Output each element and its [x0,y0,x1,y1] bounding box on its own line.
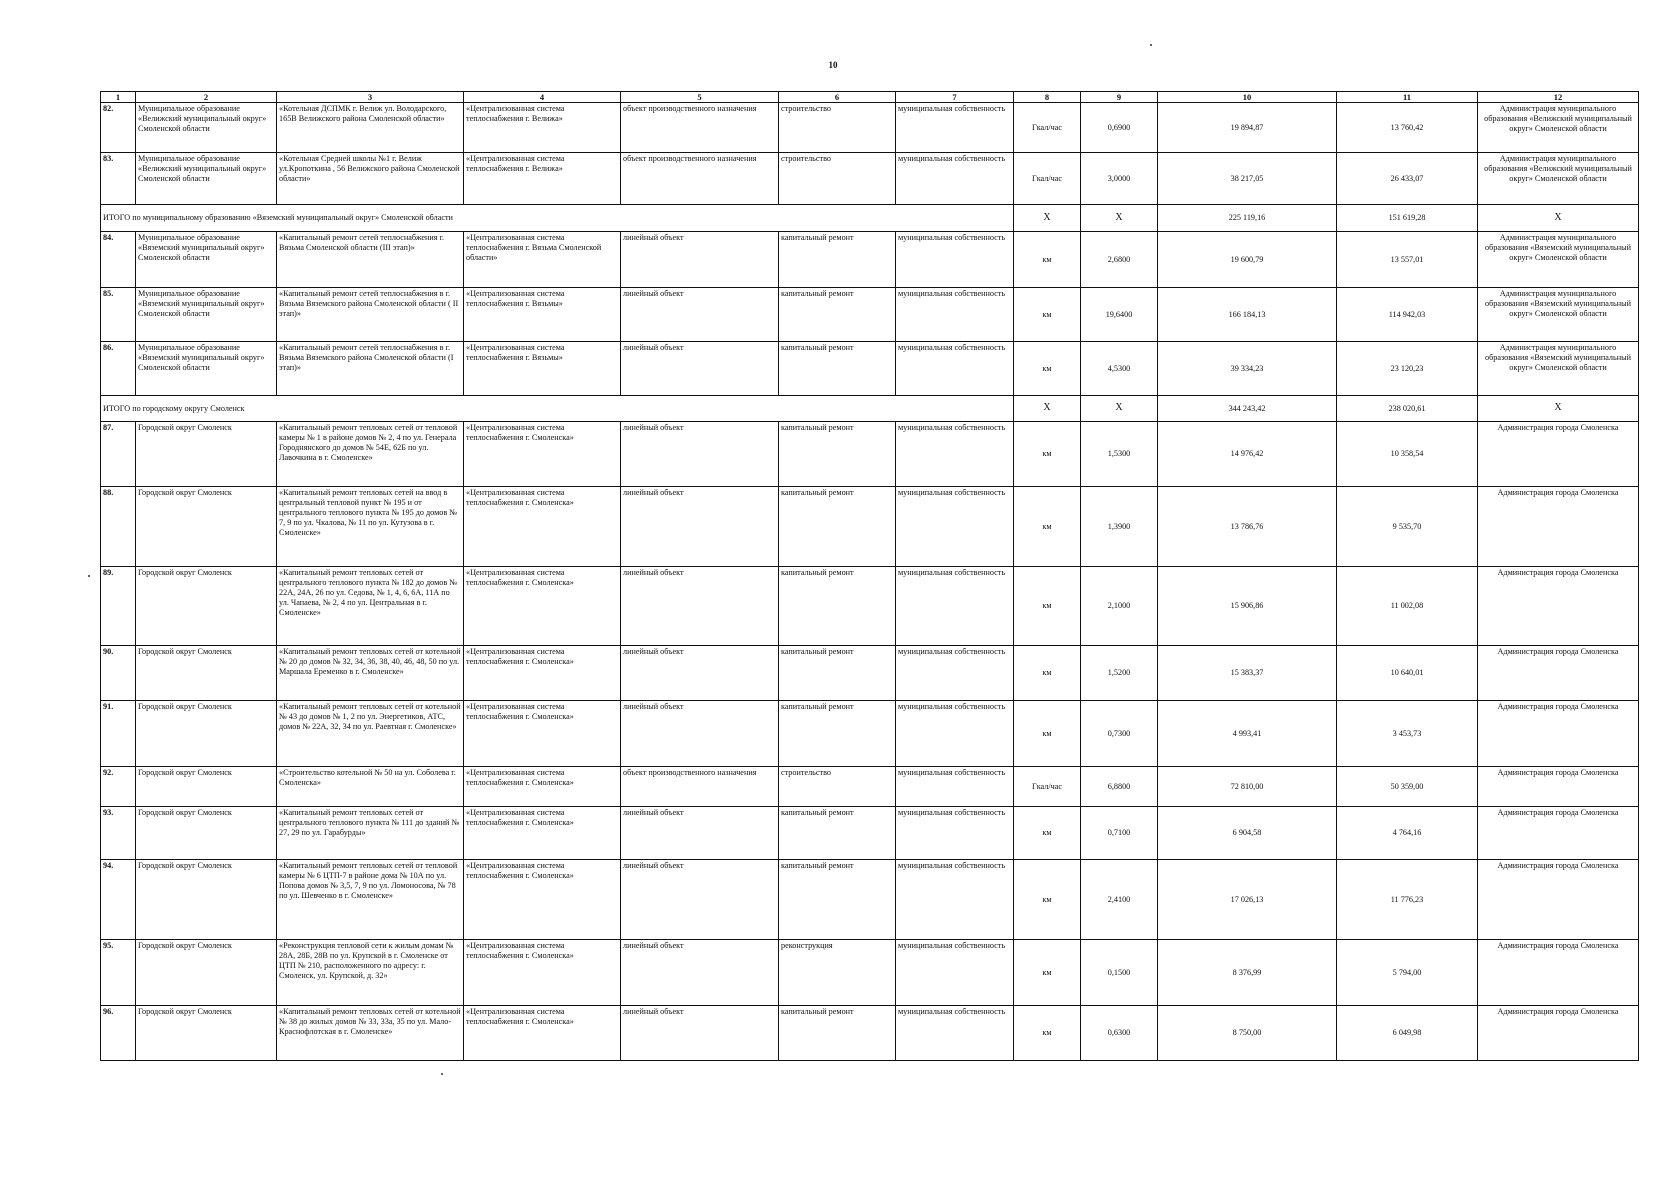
work-type-cell: строительство [779,153,896,205]
administration-cell: Администрация муниципального образования «Велижский муниципальный округ» Смоленской области [1478,103,1639,153]
heat-system-cell: «Централизованная система теплоснабжения г. Смоленска» [464,487,621,567]
cost-part-cell: 151 619,28 [1337,205,1478,232]
scan-speck [441,1073,443,1075]
unit-cell: км [1014,940,1081,1006]
column-number: 9 [1081,92,1158,103]
row-number: 87. [101,422,136,487]
table-row [101,860,1639,940]
column-number: 4 [464,92,621,103]
work-type-cell: реконструкция [779,940,896,1006]
work-type-cell: капитальный ремонт [779,860,896,940]
cost-total-cell: 8 376,99 [1158,940,1337,1006]
unit-cell: км [1014,1006,1081,1061]
municipality-cell: Городской округ Смоленск [136,860,277,940]
ownership-cell: муниципальная собственность [896,232,1014,288]
object-name-cell: «Капитальный ремонт сетей теплоснабжения в г. Вязьма Вяземского района Смоленской области ( II этап)» [277,288,464,342]
total-label: ИТОГО по городскому округу Смоленск [101,396,1014,422]
municipality-cell: Городской округ Смоленск [136,701,277,767]
cost-total-cell: 344 243,42 [1158,396,1337,422]
object-name-cell: «Капитальный ремонт тепловых сетей от центрального теплового пункта № 111 до зданий № 27, 29 по ул. Гарабурды» [277,807,464,860]
cost-total-cell: 14 976,42 [1158,422,1337,487]
unit-cell: км [1014,701,1081,767]
cost-total-cell: 8 750,00 [1158,1006,1337,1061]
quantity-cell: 1,3900 [1081,487,1158,567]
cost-part-cell: 10 358,54 [1337,422,1478,487]
ownership-cell: муниципальная собственность [896,342,1014,396]
administration-cell: Администрация города Смоленска [1478,487,1639,567]
cost-total-cell: 38 217,05 [1158,153,1337,205]
column-number: 2 [136,92,277,103]
work-type-cell: строительство [779,103,896,153]
object-name-cell: «Реконструкция тепловой сети к жилым домам № 28А, 28Б, 28В по ул. Крупской в г. Смоленске от ЦТП № 210, расположенного по адресу: г. Смоленск, ул. Крупской, д. 32» [277,940,464,1006]
heat-system-cell: «Централизованная система теплоснабжения г. Смоленска» [464,940,621,1006]
object-type-cell: линейный объект [621,940,779,1006]
unit-cell: км [1014,646,1081,701]
municipality-cell: Муниципальное образование «Вяземский муниципальный округ» Смоленской области [136,288,277,342]
quantity-cell: Х [1081,205,1158,232]
municipality-cell: Городской округ Смоленск [136,646,277,701]
municipality-cell: Городской округ Смоленск [136,940,277,1006]
heat-system-cell: «Централизованная система теплоснабжения г. Смоленска» [464,422,621,487]
unit-cell: Гкал/час [1014,153,1081,205]
heat-system-cell: «Централизованная система теплоснабжения г. Вязьма Смоленской области» [464,232,621,288]
object-name-cell: «Капитальный ремонт тепловых сетей от тепловой камеры № 1 в районе домов № 2, 4 по ул. Генерала Городнянского до домов № 54Е, 62Б по ул. Лавочкина в г. Смоленске» [277,422,464,487]
heat-system-cell: «Централизованная система теплоснабжения г. Смоленска» [464,860,621,940]
column-number: 3 [277,92,464,103]
unit-cell: Х [1014,396,1081,422]
work-type-cell: капитальный ремонт [779,232,896,288]
cost-part-cell: 10 640,01 [1337,646,1478,701]
municipality-cell: Муниципальное образование «Велижский муниципальный округ» Смоленской области [136,103,277,153]
administration-cell: Администрация города Смоленска [1478,767,1639,807]
ownership-cell: муниципальная собственность [896,567,1014,646]
table-row [101,422,1639,487]
municipality-cell: Городской округ Смоленск [136,567,277,646]
page-number: 10 [828,60,838,70]
object-name-cell: «Капитальный ремонт тепловых сетей от тепловой камеры № 6 ЦТП-7 в районе дома № 10А по ул. Попова домов № 3,5, 7, 9 по ул. Ломоносова, № 78 по ул. Шевченко в г. Смоленске» [277,860,464,940]
quantity-cell: 0,6900 [1081,103,1158,153]
heat-system-cell: «Централизованная система теплоснабжения г. Смоленска» [464,701,621,767]
cost-total-cell: 19 894,87 [1158,103,1337,153]
work-type-cell: капитальный ремонт [779,288,896,342]
column-number: 7 [896,92,1014,103]
heat-system-cell: «Централизованная система теплоснабжения г. Велижа» [464,153,621,205]
investment-program-table [100,91,1639,1061]
table-row [101,232,1639,288]
object-name-cell: «Строительство котельной № 50 на ул. Соболева г. Смоленска» [277,767,464,807]
object-name-cell: «Капитальный ремонт тепловых сетей на ввод в центральный тепловой пункт № 195 и от центрального теплового пункта № 195 до домов № 7, 9 по ул. Чкалова, № 11 по ул. Кутузова в г. Смоленске» [277,487,464,567]
cost-total-cell: 166 184,13 [1158,288,1337,342]
heat-system-cell: «Централизованная система теплоснабжения г. Велижа» [464,103,621,153]
administration-cell: Администрация муниципального образования «Вяземский муниципальный округ» Смоленской области [1478,342,1639,396]
cost-total-cell: 4 993,41 [1158,701,1337,767]
administration-cell: Администрация города Смоленска [1478,422,1639,487]
object-name-cell: «Котельная ДСПМК г. Велиж ул. Володарского, 165В Велижского района Смоленской области» [277,103,464,153]
cost-part-cell: 5 794,00 [1337,940,1478,1006]
row-number: 86. [101,342,136,396]
administration-cell: Администрация города Смоленска [1478,860,1639,940]
column-number: 12 [1478,92,1639,103]
cost-part-cell: 26 433,07 [1337,153,1478,205]
unit-cell: км [1014,567,1081,646]
object-type-cell: линейный объект [621,807,779,860]
administration-cell: Х [1478,396,1639,422]
cost-total-cell: 15 383,37 [1158,646,1337,701]
column-number: 11 [1337,92,1478,103]
unit-cell: км [1014,232,1081,288]
object-type-cell: объект производственного назначения [621,103,779,153]
quantity-cell: 19,6400 [1081,288,1158,342]
row-number: 88. [101,487,136,567]
ownership-cell: муниципальная собственность [896,807,1014,860]
total-row [101,205,1639,232]
cost-part-cell: 3 453,73 [1337,701,1478,767]
table-row [101,567,1639,646]
unit-cell: Гкал/час [1014,767,1081,807]
administration-cell: Администрация муниципального образования «Вяземский муниципальный округ» Смоленской области [1478,232,1639,288]
row-number: 92. [101,767,136,807]
heat-system-cell: «Централизованная система теплоснабжения г. Смоленска» [464,1006,621,1061]
row-number: 95. [101,940,136,1006]
administration-cell: Администрация города Смоленска [1478,1006,1639,1061]
object-type-cell: линейный объект [621,288,779,342]
cost-total-cell: 13 786,76 [1158,487,1337,567]
cost-part-cell: 238 020,61 [1337,396,1478,422]
row-number: 94. [101,860,136,940]
table-row [101,767,1639,807]
object-type-cell: линейный объект [621,232,779,288]
cost-total-cell: 15 906,86 [1158,567,1337,646]
unit-cell: км [1014,487,1081,567]
row-number: 91. [101,701,136,767]
object-type-cell: линейный объект [621,701,779,767]
column-number-row [101,92,1639,103]
object-name-cell: «Капитальный ремонт тепловых сетей от котельной № 20 до домов № 32, 34, 36, 38, 40, 46, 48, 50 по ул. Маршала Еременко в г. Смоленске» [277,646,464,701]
object-name-cell: «Капитальный ремонт сетей теплоснабжения г. Вязьма Смоленской области (III этап)» [277,232,464,288]
cost-part-cell: 11 002,08 [1337,567,1478,646]
municipality-cell: Городской округ Смоленск [136,487,277,567]
cost-total-cell: 19 600,79 [1158,232,1337,288]
total-label: ИТОГО по муниципальному образованию «Вяземский муниципальный округ» Смоленской области [101,205,1014,232]
object-type-cell: линейный объект [621,1006,779,1061]
object-type-cell: линейный объект [621,567,779,646]
table-row [101,342,1639,396]
municipality-cell: Муниципальное образование «Вяземский муниципальный округ» Смоленской области [136,342,277,396]
object-name-cell: «Капитальный ремонт тепловых сетей от котельной № 43 до домов № 1, 2 по ул. Энергетиков, АТС, домов № 22А, 32, 34 по ул. Раевтная г. Смоленске» [277,701,464,767]
table-row [101,646,1639,701]
quantity-cell: Х [1081,396,1158,422]
cost-part-cell: 4 764,16 [1337,807,1478,860]
unit-cell: км [1014,422,1081,487]
work-type-cell: капитальный ремонт [779,1006,896,1061]
row-number: 83. [101,153,136,205]
object-type-cell: линейный объект [621,487,779,567]
row-number: 89. [101,567,136,646]
column-number: 6 [779,92,896,103]
administration-cell: Администрация города Смоленска [1478,807,1639,860]
row-number: 96. [101,1006,136,1061]
total-row [101,396,1639,422]
object-type-cell: линейный объект [621,422,779,487]
unit-cell: км [1014,342,1081,396]
ownership-cell: муниципальная собственность [896,487,1014,567]
work-type-cell: строительство [779,767,896,807]
work-type-cell: капитальный ремонт [779,567,896,646]
ownership-cell: муниципальная собственность [896,103,1014,153]
column-number: 5 [621,92,779,103]
cost-part-cell: 114 942,03 [1337,288,1478,342]
quantity-cell: 0,7300 [1081,701,1158,767]
object-type-cell: линейный объект [621,860,779,940]
object-type-cell: линейный объект [621,646,779,701]
administration-cell: Администрация города Смоленска [1478,646,1639,701]
unit-cell: км [1014,807,1081,860]
unit-cell: Гкал/час [1014,103,1081,153]
heat-system-cell: «Централизованная система теплоснабжения г. Смоленска» [464,807,621,860]
quantity-cell: 2,1000 [1081,567,1158,646]
work-type-cell: капитальный ремонт [779,807,896,860]
municipality-cell: Городской округ Смоленск [136,767,277,807]
quantity-cell: 4,5300 [1081,342,1158,396]
quantity-cell: 0,6300 [1081,1006,1158,1061]
work-type-cell: капитальный ремонт [779,701,896,767]
object-type-cell: линейный объект [621,342,779,396]
column-number: 10 [1158,92,1337,103]
cost-total-cell: 225 119,16 [1158,205,1337,232]
table-row [101,807,1639,860]
object-name-cell: «Капитальный ремонт тепловых сетей от котельной № 38 до жилых домов № 33, 33а, 35 по ул. Мало-Краснофлотская в г. Смоленске» [277,1006,464,1061]
heat-system-cell: «Централизованная система теплоснабжения г. Смоленска» [464,767,621,807]
administration-cell: Администрация города Смоленска [1478,940,1639,1006]
unit-cell: Х [1014,205,1081,232]
unit-cell: км [1014,288,1081,342]
table-row [101,487,1639,567]
row-number: 93. [101,807,136,860]
heat-system-cell: «Централизованная система теплоснабжения г. Вязьмы» [464,288,621,342]
scan-speck [1150,44,1152,46]
ownership-cell: муниципальная собственность [896,646,1014,701]
table-row [101,701,1639,767]
ownership-cell: муниципальная собственность [896,422,1014,487]
municipality-cell: Городской округ Смоленск [136,422,277,487]
cost-part-cell: 11 776,23 [1337,860,1478,940]
heat-system-cell: «Централизованная система теплоснабжения г. Смоленска» [464,567,621,646]
heat-system-cell: «Централизованная система теплоснабжения г. Смоленска» [464,646,621,701]
quantity-cell: 2,4100 [1081,860,1158,940]
cost-part-cell: 9 535,70 [1337,487,1478,567]
municipality-cell: Городской округ Смоленск [136,807,277,860]
ownership-cell: муниципальная собственность [896,288,1014,342]
object-name-cell: «Капитальный ремонт тепловых сетей от центрального теплового пункта № 182 до домов № 22А, 24А, 26 по ул. Седова, № 1, 4, 6, 6А, 11А по ул. Чапаева, № 2, 4 по ул. Центральная в г. Смоленске» [277,567,464,646]
quantity-cell: 6,8800 [1081,767,1158,807]
table-row [101,940,1639,1006]
unit-cell: км [1014,860,1081,940]
quantity-cell: 2,6800 [1081,232,1158,288]
ownership-cell: муниципальная собственность [896,767,1014,807]
quantity-cell: 1,5300 [1081,422,1158,487]
work-type-cell: капитальный ремонт [779,646,896,701]
table-row [101,103,1639,153]
table-row [101,1006,1639,1061]
administration-cell: Администрация города Смоленска [1478,701,1639,767]
ownership-cell: муниципальная собственность [896,701,1014,767]
cost-part-cell: 13 760,42 [1337,103,1478,153]
object-name-cell: «Котельная Средней школы №1 г. Велиж ул.Кропоткина , 56 Велижского района Смоленской области» [277,153,464,205]
work-type-cell: капитальный ремонт [779,487,896,567]
cost-part-cell: 6 049,98 [1337,1006,1478,1061]
ownership-cell: муниципальная собственность [896,860,1014,940]
municipality-cell: Городской округ Смоленск [136,1006,277,1061]
row-number: 82. [101,103,136,153]
heat-system-cell: «Централизованная система теплоснабжения г. Вязьмы» [464,342,621,396]
work-type-cell: капитальный ремонт [779,422,896,487]
table-row [101,288,1639,342]
object-name-cell: «Капитальный ремонт сетей теплоснабжения в г. Вязьма Вяземского района Смоленской области (I этап)» [277,342,464,396]
ownership-cell: муниципальная собственность [896,153,1014,205]
work-type-cell: капитальный ремонт [779,342,896,396]
object-type-cell: объект производственного назначения [621,767,779,807]
column-number: 8 [1014,92,1081,103]
administration-cell: Х [1478,205,1639,232]
quantity-cell: 0,1500 [1081,940,1158,1006]
row-number: 90. [101,646,136,701]
municipality-cell: Муниципальное образование «Вяземский муниципальный округ» Смоленской области [136,232,277,288]
quantity-cell: 3,0000 [1081,153,1158,205]
cost-total-cell: 6 904,58 [1158,807,1337,860]
quantity-cell: 0,7100 [1081,807,1158,860]
cost-part-cell: 23 120,23 [1337,342,1478,396]
cost-total-cell: 72 810,00 [1158,767,1337,807]
cost-total-cell: 17 026,13 [1158,860,1337,940]
quantity-cell: 1,5200 [1081,646,1158,701]
cost-part-cell: 13 557,01 [1337,232,1478,288]
column-number: 1 [101,92,136,103]
administration-cell: Администрация города Смоленска [1478,567,1639,646]
municipality-cell: Муниципальное образование «Велижский муниципальный округ» Смоленской области [136,153,277,205]
administration-cell: Администрация муниципального образования «Вяземский муниципальный округ» Смоленской области [1478,288,1639,342]
row-number: 85. [101,288,136,342]
administration-cell: Администрация муниципального образования «Велижский муниципальный округ» Смоленской области [1478,153,1639,205]
ownership-cell: муниципальная собственность [896,940,1014,1006]
scan-speck [88,575,90,577]
ownership-cell: муниципальная собственность [896,1006,1014,1061]
object-type-cell: объект производственного назначения [621,153,779,205]
cost-total-cell: 39 334,23 [1158,342,1337,396]
table-row [101,153,1639,205]
row-number: 84. [101,232,136,288]
cost-part-cell: 50 359,00 [1337,767,1478,807]
